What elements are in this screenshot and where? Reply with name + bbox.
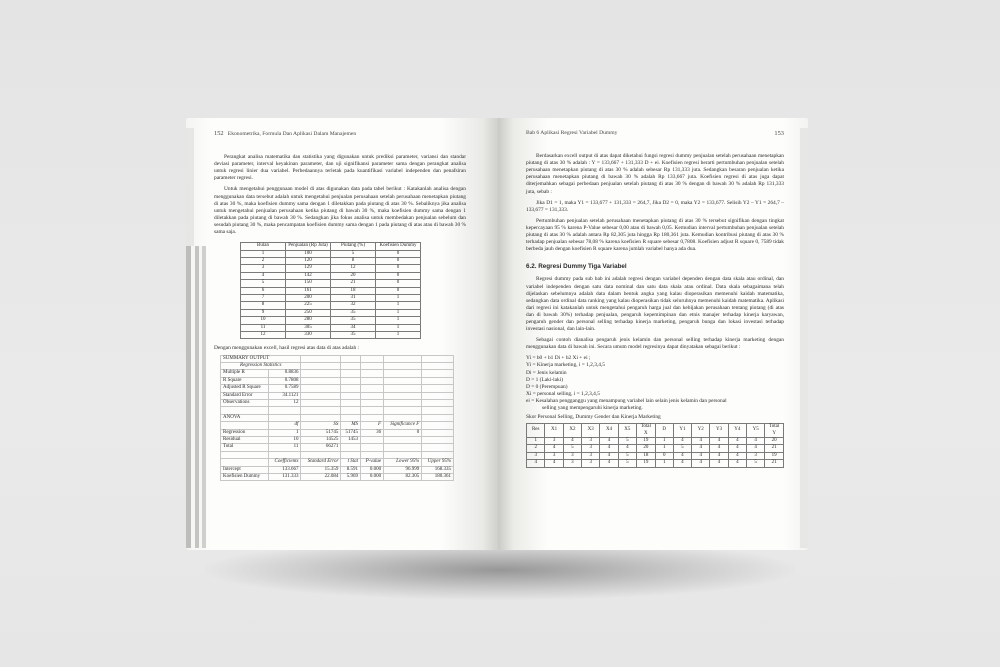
table-header: Total Y — [765, 424, 784, 438]
table-cell: R Square — [221, 377, 269, 384]
table-header: P-value — [361, 459, 384, 466]
table-cell: 3 — [582, 452, 600, 459]
table-row — [241, 257, 421, 264]
table-cell: 4 — [728, 460, 746, 467]
table-header: Y2 — [692, 424, 710, 438]
table-cell: 10 — [241, 317, 286, 324]
table-cell: 131.333 — [269, 473, 301, 480]
table-row — [241, 265, 421, 272]
table-cell: 20 — [636, 445, 655, 452]
excel-intro: Dengan menggunakan excell, hasil regresi atas data di atas adalah : — [214, 345, 360, 352]
table-cell: Intercept — [221, 466, 269, 473]
table-cell: 5.969 — [341, 473, 361, 480]
table-header: Standard Error — [301, 459, 341, 466]
table-cell: 35 — [331, 332, 376, 339]
sales-data-table — [240, 242, 421, 339]
table-row — [241, 332, 421, 339]
skor-caption: Skor Personal Selling, Dummy Gender dan Kinerja Marketing — [526, 414, 661, 421]
table-row — [527, 460, 784, 467]
table-cell: 4 — [600, 438, 618, 445]
model-line: selling yang mempengaruhi kinerja marketing. — [542, 405, 643, 411]
model-line: Yi = Kinerja marketing, i = 1,2,3,4,5 — [526, 362, 605, 369]
table-cell: 1 — [376, 309, 421, 316]
table-cell: 5 — [618, 460, 636, 467]
table-header: df — [269, 422, 301, 429]
table-row — [527, 452, 784, 459]
table-cell: 0.8836 — [269, 370, 301, 377]
excel-summary-title: SUMMARY OUTPUT — [221, 355, 301, 362]
table-row — [241, 250, 421, 257]
table-cell: 150 — [286, 280, 331, 287]
table-cell: 3 — [746, 452, 764, 459]
table-cell: 11 — [269, 444, 301, 451]
table-cell: 9 — [241, 309, 286, 316]
table-row — [241, 317, 421, 324]
table-header: Y3 — [710, 424, 728, 438]
table-cell: 5 — [746, 460, 764, 467]
table-cell: 8 — [241, 302, 286, 309]
table-header: X2 — [563, 424, 581, 438]
skor-table — [526, 423, 784, 467]
table-header: t Stat — [341, 459, 361, 466]
table-header: X1 — [545, 424, 563, 438]
right-paragraph-3: Pertumbuhan penjualan setelah perusahaan menetapkan piutang di atas 30 % tersebut signifikan dengan tingkat kepercayaan 95 % karena P-Value sebesar 0,00 atau di bawah 0,05. Kemudian interval pertumbuhan penjualan setelah piutang di atas 30 % adalah antara Rp 82,305 juta hingga Rp 180,361 juta. Kemudian kontribusi piutang di atas 30 % terhadap penjualan sebesar 78,08 % karena koefisien R square sebesar 0,7808. Koefisien adjust R square 0, 7589 tidak berbeda jauh dengan koefisien R square karena jumlah variabel hanya ada dua. — [526, 217, 784, 253]
table-cell: 0 — [384, 429, 422, 436]
table-header: Lower 95% — [384, 459, 422, 466]
table-cell: 0 — [376, 287, 421, 294]
table-row — [221, 385, 454, 392]
table-cell: 10 — [269, 436, 301, 443]
table-cell: 7 — [241, 294, 286, 301]
table-cell: 20 — [331, 272, 376, 279]
table-cell: 4 — [710, 460, 728, 467]
table-header: SS — [301, 422, 341, 429]
table-header: Koefisien Dummy — [376, 243, 421, 250]
table-cell: 120 — [286, 257, 331, 264]
table-cell: 4 — [746, 445, 764, 452]
page-tab-marker — [186, 246, 206, 548]
table-row — [221, 429, 454, 436]
right-paragraph-2: Jika D1 = 1, maka Y1 = 133,677 + 131,333 = 264,7, Jika D2 = 0, maka Y2 = 133,677. Selisih Y2 – Y1 = 264,7 – 133,677 = 131,333. — [526, 199, 784, 213]
table-cell: 4 — [600, 445, 618, 452]
right-paragraph-1: Berdasarkan excell output di atas dapat diketahui fungsi regresi dummy penjualan setelah perusahaan menetapkan piutang di atas 30 % adalah : Y = 133,667 + 131,333 D + ei. Koefisien regresi berarti pertumbuhan penjualan setelah perusahaan menetapkan piutang di atas 30 % adalah sebesar Rp 131,333 juta. Sedangkan besaran penjualan ketika perusahaan menetapkan piutang di bawah 30 % adalah Rp 133,667 juta. Koefisien regresi di atas juga dapat diterjemahkan sebagai perbedaan penjualan setelah piutang di atas 30 % dengan di bawah 30 % adalah Rp 131,333 juta, sebab : — [526, 153, 784, 195]
table-cell: Residual — [221, 436, 269, 443]
right-page — [498, 118, 808, 550]
table-cell: 2 — [527, 445, 545, 452]
table-row — [221, 399, 454, 406]
table-cell: 51745 — [341, 429, 361, 436]
table-header: Res — [527, 424, 545, 438]
table-header: Y1 — [673, 424, 691, 438]
table-cell: 1 — [376, 294, 421, 301]
table-cell: 1 — [655, 438, 673, 445]
table-cell: 4 — [673, 452, 691, 459]
right-page-content — [526, 130, 784, 468]
model-line: D = 0 (Perempuan) — [526, 383, 568, 390]
table-cell: 1 — [241, 250, 286, 257]
table-cell: 8.591 — [341, 466, 361, 473]
table-row — [527, 445, 784, 452]
table-cell: 21 — [765, 445, 784, 452]
left-paragraph-1: Perangkat analisa matematika dan statistika yang digunakan untuk prediksi parameter, variansi dan standar deviasi parameter, interval keyakinan parameter, dan uji signifikansi parameter sama dengan perangkat analisa untuk regresi linier dua variabel. Perbedaannya terletak pada kuantifikasi variabel independen dan penafsiran parameter regresi. — [214, 154, 466, 182]
table-cell: 4 — [710, 445, 728, 452]
table-cell: 4 — [710, 438, 728, 445]
table-cell: 4 — [545, 445, 563, 452]
table-header-row — [221, 422, 454, 429]
left-page-content — [214, 130, 466, 481]
left-page — [186, 118, 498, 550]
table-cell: 1 — [376, 317, 421, 324]
table-cell: 330 — [286, 332, 331, 339]
table-row — [221, 473, 454, 480]
table-cell: 35 — [331, 309, 376, 316]
table-cell: 0 — [376, 250, 421, 257]
model-line: D = 1 (Laki-laki) — [526, 376, 564, 383]
table-header: Bulan — [241, 243, 286, 250]
table-row — [221, 370, 454, 377]
table-cell: 1 — [655, 445, 673, 452]
table-cell: 5 — [563, 445, 581, 452]
table-cell: 4 — [728, 438, 746, 445]
table-cell: 5 — [618, 452, 636, 459]
section-paragraph-1: Regresi dummy pada sub bab ini adalah regresi dengan variabel dependen dengan data skala atau ordinal, dan variabel independen dengan satu data nominal dan satu data skala atau ordinal. Data skala sebagaimana telah dijelaskan sebelumnya adalah data dalam bentuk angka yang kalau dioperasikan memenuhi kaidah matematika, sedangkan data ordinal data ranking yang kalau dioperasikan tidak seluruhnya memenuhi kaidah matematika. Aplikasi dari regresi ini katakanlah untuk mengetahui pengaruh harga jual dan kebijakan perusahaan tentang piutang (di atas dan di bawah 30%) terhadap penjualan, pengaruh kepemimpinan dan etnis manajer terhadap kinerja karyawan, pengaruh gender dan personal selling terhadap kinerja marketing, pengaruh bunga dan lokasi investasi terhadap investasi nasional, dan lain-lain. — [526, 276, 784, 333]
table-cell: 1453 — [341, 436, 361, 443]
table-cell: 1 — [527, 438, 545, 445]
table-cell: 34.1121 — [269, 392, 301, 399]
table-cell: 4 — [692, 452, 710, 459]
table-row — [241, 294, 421, 301]
table-cell: 3 — [545, 438, 563, 445]
table-cell: 200 — [286, 294, 331, 301]
table-cell: 1 — [269, 429, 301, 436]
table-cell: 4 — [527, 460, 545, 467]
table-cell: 18 — [636, 452, 655, 459]
table-cell: 35 — [331, 317, 376, 324]
right-page-edge — [800, 128, 808, 548]
left-running-title: Ekonometrika, Formula Dan Aplikasi Dalam Manajemen — [227, 131, 357, 137]
table-row — [221, 466, 454, 473]
table-cell: 21 — [331, 280, 376, 287]
table-cell: 3 — [563, 452, 581, 459]
table-cell: 0.000 — [361, 466, 384, 473]
left-running-header — [214, 130, 466, 138]
table-cell: 3 — [582, 445, 600, 452]
table-header: D — [655, 424, 673, 438]
table-header-row — [241, 243, 421, 250]
table-cell: 96.999 — [384, 466, 422, 473]
table-row — [241, 302, 421, 309]
table-cell: 21 — [765, 460, 784, 467]
table-cell: Adjusted R Square — [221, 385, 269, 392]
table-cell: 0 — [376, 272, 421, 279]
table-cell: 0.7808 — [269, 377, 301, 384]
table-cell: 4 — [673, 438, 691, 445]
table-header-row — [527, 424, 784, 438]
table-cell: 12 — [269, 399, 301, 406]
table-cell: 15.359 — [301, 466, 341, 473]
table-row — [221, 436, 454, 443]
table-cell: 4 — [728, 445, 746, 452]
table-cell: Standard Error — [221, 392, 269, 399]
table-cell: 2 — [241, 257, 286, 264]
table-row — [241, 272, 421, 279]
table-cell: 5 — [673, 445, 691, 452]
table-cell: 4 — [600, 452, 618, 459]
table-cell: 5 — [241, 280, 286, 287]
table-row — [241, 309, 421, 316]
table-cell: 0 — [376, 265, 421, 272]
table-cell: 36 — [361, 429, 384, 436]
model-line: Yi = b0 + b1 Di + b2 Xi + ei ; — [526, 355, 591, 362]
table-header: X5 — [618, 424, 636, 438]
table-row — [221, 377, 454, 384]
table-cell: 6 — [241, 287, 286, 294]
table-cell: 0 — [376, 280, 421, 287]
table-cell: 4 — [746, 438, 764, 445]
right-page-number: 153 — [774, 130, 784, 137]
table-cell: 4 — [710, 452, 728, 459]
table-cell: 14525 — [301, 436, 341, 443]
table-cell: 250 — [286, 309, 331, 316]
table-cell: 4 — [563, 438, 581, 445]
section-heading: 6.2. Regresi Dummy Tiga Variabel — [526, 263, 627, 271]
table-cell: 4 — [692, 445, 710, 452]
table-cell: 5 — [331, 250, 376, 257]
table-header: Penjualan (Rp Juta) — [286, 243, 331, 250]
table-cell: 18 — [331, 287, 376, 294]
table-cell: 3 — [545, 452, 563, 459]
table-cell: 4 — [618, 445, 636, 452]
table-cell: 82.305 — [384, 473, 422, 480]
left-page-number: 152 — [214, 130, 224, 137]
table-header: X4 — [600, 424, 618, 438]
table-row — [221, 392, 454, 399]
excel-regression-output — [220, 355, 454, 482]
table-cell: 4 — [692, 438, 710, 445]
table-header: MS — [341, 422, 361, 429]
table-header: F — [361, 422, 384, 429]
table-header: Piutang (%) — [331, 243, 376, 250]
table-header: X3 — [582, 424, 600, 438]
table-header-row — [221, 459, 454, 466]
table-header: Y5 — [746, 424, 764, 438]
table-cell: 0 — [376, 257, 421, 264]
table-cell: 4 — [673, 460, 691, 467]
table-header: Coefficients — [269, 459, 301, 466]
table-cell: 168.335 — [422, 466, 454, 473]
table-cell: 11 — [241, 324, 286, 331]
model-line: ei = Kesalahan pengganggu yang menampung variabel lain selain jenis kelamin dan personal — [526, 397, 727, 404]
table-cell: 51745 — [301, 429, 341, 436]
table-cell: 4 — [728, 452, 746, 459]
open-book — [186, 112, 808, 558]
table-cell: 66271 — [301, 444, 341, 451]
table-cell: 4 — [600, 460, 618, 467]
table-row — [241, 287, 421, 294]
table-cell: 8 — [331, 257, 376, 264]
table-cell: 3 — [563, 460, 581, 467]
table-cell: 3 — [582, 438, 600, 445]
table-cell: 22.084 — [301, 473, 341, 480]
right-running-title: Bab 6 Aplikasi Regresi Variabel Dummy — [526, 130, 618, 136]
table-cell: 19 — [765, 452, 784, 459]
table-cell: 20 — [765, 438, 784, 445]
table-header: Significance F — [384, 422, 422, 429]
table-cell: 305 — [286, 324, 331, 331]
table-cell: 19 — [636, 438, 655, 445]
table-row — [527, 438, 784, 445]
table-header: Upper 95% — [422, 459, 454, 466]
table-cell: 5 — [618, 438, 636, 445]
table-cell: 12 — [331, 265, 376, 272]
table-cell: 4 — [241, 272, 286, 279]
table-cell: 4 — [692, 460, 710, 467]
table-row — [241, 280, 421, 287]
table-cell: 280 — [286, 317, 331, 324]
table-cell: 1 — [376, 324, 421, 331]
table-cell: 12 — [241, 332, 286, 339]
table-cell: 142 — [286, 272, 331, 279]
model-line: Di = Jenis kelamin — [526, 369, 567, 376]
table-cell: Multiple R — [221, 370, 269, 377]
table-cell: 0.7589 — [269, 385, 301, 392]
table-cell: 100 — [286, 250, 331, 257]
table-cell: 1 — [655, 460, 673, 467]
table-cell: 19 — [636, 460, 655, 467]
table-cell: 161 — [286, 287, 331, 294]
table-cell: 3 — [527, 452, 545, 459]
table-cell: 133.667 — [269, 466, 301, 473]
table-cell: 3 — [241, 265, 286, 272]
table-cell: 1 — [376, 302, 421, 309]
table-cell: Regression — [221, 429, 269, 436]
table-header: Total X — [636, 424, 655, 438]
table-cell: 129 — [286, 265, 331, 272]
right-running-header — [526, 130, 784, 137]
table-cell: 32 — [331, 302, 376, 309]
table-cell: 31 — [331, 294, 376, 301]
table-header: Y4 — [728, 424, 746, 438]
left-paragraph-2: Untuk mengetahui penggunaan model di atas digunakan data pada tabel berikut : Katakanlah analisa dengan menggunakan data tersebut adalah untuk mengetahui penjualan perusahaan setelah perusahaan menetapkan piutang di atas 30 %, maka koefisien dummy sama dengan 1 diletakkan pada piutang di atas 30 %. Sebaliknya jika analisa untuk mengetahui penjualan perusahaan ketika piutang di bawah 30 %, maka koefisien dummy sama dengan 1 diletakkan pada piutang di bawah 30 %. Sedangkan jika fokus analisa untuk membedakan penjualan sebelum dan sesudah piutang 30 %, maka pencampatan koefisien dummy sama dengan 1 pada piutang di atas atau di bawah 30 % sama saja. — [214, 186, 466, 236]
table-cell: Total — [221, 444, 269, 451]
table-cell: Observations — [221, 399, 269, 406]
table-row — [221, 444, 454, 451]
table-cell: 225 — [286, 302, 331, 309]
table-cell: 34 — [331, 324, 376, 331]
model-line: Xi = personal selling, i = 1,2,3,4,5 — [526, 390, 600, 397]
table-cell: Koefisien Dummy — [221, 473, 269, 480]
table-cell: 0 — [655, 452, 673, 459]
table-cell: 4 — [545, 460, 563, 467]
excel-anova-title: ANOVA — [221, 414, 269, 421]
table-cell: 3 — [582, 460, 600, 467]
table-row — [241, 324, 421, 331]
excel-reg-stats-title: Regression Statistics — [221, 362, 301, 369]
table-cell: 180.361 — [422, 473, 454, 480]
table-cell: 0.000 — [361, 473, 384, 480]
table-cell: 1 — [376, 332, 421, 339]
section-paragraph-2: Sebagai contoh dianalisa pengaruh jenis kelamin dan personal selling terhadap kinerja marketing dengan menggunakan data di bawah ini. Secara umum model regresinya dapat dinyatakan sebagai berikut : — [526, 337, 784, 351]
